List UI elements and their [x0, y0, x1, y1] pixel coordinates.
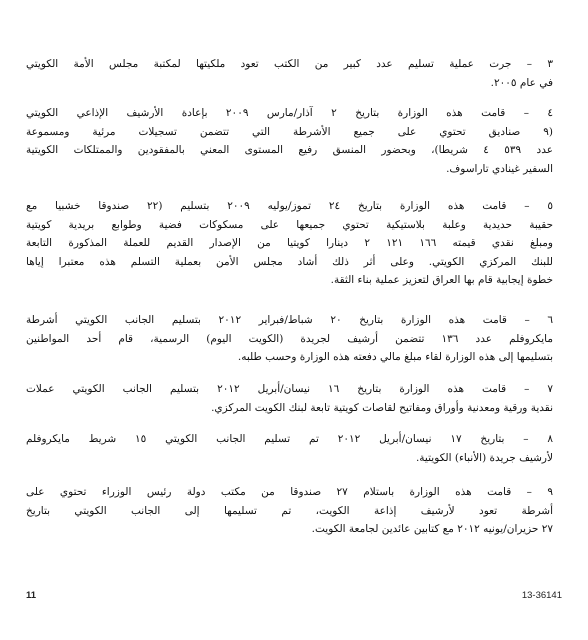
paragraph-7	[26, 380, 553, 417]
paragraph-line: لأرشيف جريدة (الأنباء) الكويتية.	[415, 451, 553, 464]
page-number: 11	[26, 590, 37, 601]
paragraph-line: ٥ – قامت هذه الوزارة بتاريخ ٢٤ تموز/يوليه ٢٠٠٩ بتسليم (٢٢ صندوقا خشبيا مع	[26, 200, 553, 212]
paragraph-9	[26, 483, 553, 539]
paragraph-line: نقدية ورقية ومعدنية وأوراق ومفاتيح لقاصات كويتية تابعة لبنك الكويت المركزي.	[211, 401, 553, 414]
paragraph-line: ٢٧ حزيران/يونيه ٢٠١٢ مع كتابين عائدين لجامعة الكويت.	[311, 523, 553, 535]
paragraph-line: عدد ٥٣٩ ٤ شريطا)، وبحضور المنسق رفيع المستوى المعني بالمفقودين والممتلكات الكويتية	[26, 144, 553, 156]
paragraph-line: ٨ – بتاريخ ١٧ نيسان/أبريل ٢٠١٢ تم تسليم الجانب الكويتي ١٥ شريط مايكروفلم	[26, 433, 553, 445]
paragraph-line: حقيبة حديدية وعلبة بلاستيكية تحتوي جميعها على مسكوكات فضية وطوابع بريدية كويتية	[26, 218, 553, 231]
paragraph-line: ٤ – قامت هذه الوزارة بتاريخ ٢ آذار/مارس ٢٠٠٩ بإعادة الأرشيف الإذاعي الكويتي	[26, 107, 553, 119]
paragraph-line: أشرطة تعود لأرشيف إذاعة الكويت، تم تسليمها إلى الجانب الكويتي بتاريخ	[26, 504, 553, 517]
paragraph-line: للبنك المركزي الكويتي. وعلى أثر ذلك أشاد مجلس الأمن بعملية التسلم هذه معتبرا إياها	[26, 255, 553, 268]
paragraph-line: بتسليمها إلى هذه الوزارة لقاء مبلغ مالي دفعته هذه الوزارة وحسب طلبه.	[237, 351, 553, 363]
paragraph-4	[26, 104, 553, 178]
paragraph-line: ٦ – قامت هذه الوزارة بتاريخ ٢٠ شباط/فبراير ٢٠١٢ بتسليم الجانب الكويتي أشرطة	[26, 314, 553, 326]
paragraph-5	[26, 197, 553, 290]
paragraph-line: (٩ صناديق تحتوي على جميع الأشرطة التي تتضمن تسجيلات مرئية ومسموعة	[26, 125, 553, 138]
paragraph-line: خطوة إيجابية قام بها العراق لتعزيز عملية بناء الثقة.	[330, 274, 553, 286]
paragraph-6	[26, 311, 553, 367]
paragraph-3	[26, 55, 553, 92]
paragraph-line: مايكروفلم عدد ١٣٦ تتضمن أرشيف لجريدة (الكويت اليوم) الرسمية، قام أحد المواطنين	[26, 332, 553, 345]
paragraph-8	[26, 430, 553, 467]
paragraph-line: ٩ – قامت هذه الوزارة باستلام ٢٧ صندوقا من مكتب دولة رئيس الوزراء تحتوي على	[26, 486, 553, 498]
paragraph-line: ومبلغ نقدي قيمته ١٦٦ ١٢١ ٢ دينارا كويتيا من الإصدار القديم للعملة المذكورة التابعة	[26, 237, 553, 249]
paragraph-line: ٧ – قامت هذه الوزارة بتاريخ ١٦ نيسان/أبريل ٢٠١٢ بتسليم الجانب الكويتي عملات	[26, 383, 553, 395]
paragraph-line: ٣ – جرت عملية تسليم عدد كبير من الكتب تعود ملكيتها لمكتبة مجلس الأمة الكويتي	[26, 58, 553, 70]
paragraph-line: السفير غينادي تاراسوف.	[446, 162, 553, 175]
document-symbol: 13-36141	[521, 590, 562, 601]
paragraph-line: في عام ٢٠٠٥.	[490, 76, 553, 89]
